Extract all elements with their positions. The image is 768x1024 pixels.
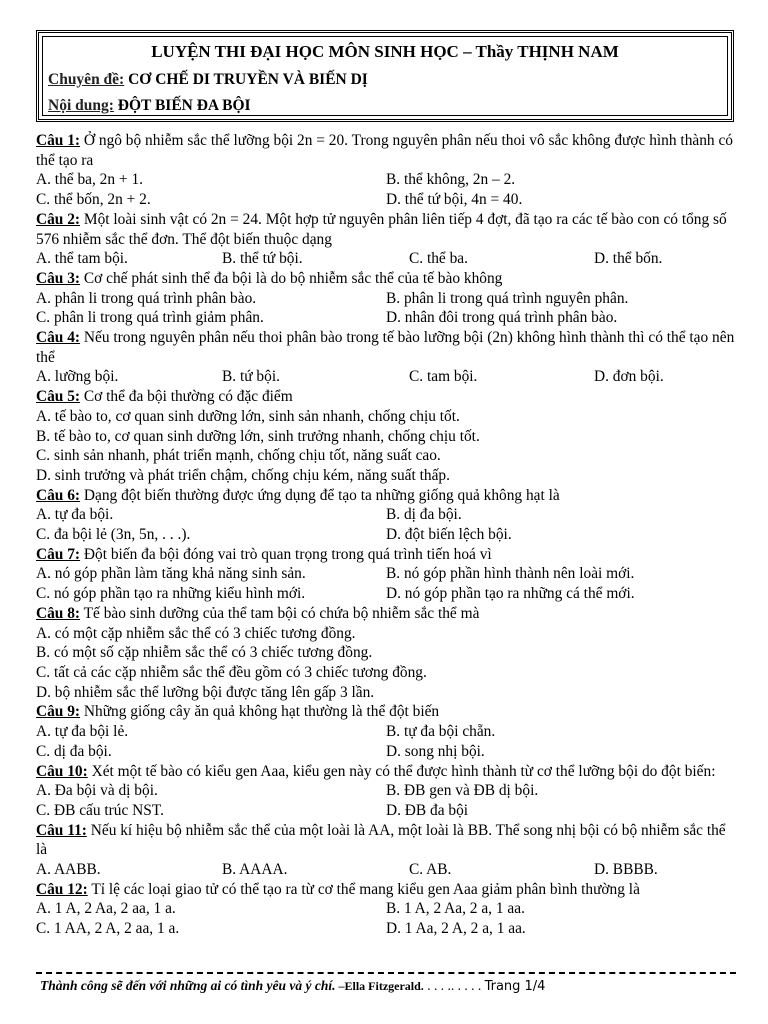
- answer-option: D. thể bốn.: [594, 250, 663, 268]
- answer-options: [36, 781, 736, 820]
- question-stem: [36, 486, 736, 506]
- header-box: [36, 30, 734, 122]
- answer-option: C. tất cả các cặp nhiễm sắc thể đều gồm có 3 chiếc tương đồng.: [36, 663, 427, 681]
- answer-option: B. tự đa bội chẵn.: [386, 723, 496, 741]
- content-label: Nội dung:: [48, 97, 114, 114]
- question-number: Câu 1:: [36, 132, 81, 149]
- answer-option: B. dị đa bội.: [386, 506, 462, 524]
- answer-options: [36, 289, 736, 328]
- answer-option: C. 1 AA, 2 A, 2 aa, 1 a.: [36, 920, 180, 938]
- question-block: [36, 269, 736, 328]
- question-text: Cơ chế phát sinh thể đa bội là do bộ nhiễm sắc thể của tế bào không: [83, 269, 503, 287]
- question-number: Câu 10:: [36, 762, 88, 780]
- question-block: [36, 486, 736, 545]
- question-stem: [36, 545, 736, 565]
- answer-option: C. ĐB cấu trúc NST.: [36, 801, 164, 819]
- page-number: Trang 1/4: [484, 979, 546, 994]
- answer-option: D. BBBB.: [594, 861, 658, 879]
- answer-option: A. có một cặp nhiễm sắc thể có 3 chiếc tương đồng.: [36, 624, 356, 642]
- question-number: Câu 3:: [36, 269, 81, 287]
- question-text: Một loài sinh vật có 2n = 24. Một hợp tử nguyên phân liên tiếp 4 đợt, đã tạo ra các tế bào con có tổng số 576 nhiễm sắc thể đơn. Thể đột biến thuộc dạng: [36, 210, 727, 248]
- answer-option: B. phân li trong quá trình nguyên phân.: [386, 289, 629, 307]
- answer-options: [36, 407, 736, 486]
- footer-quote: Thành công sẽ đến với những ai có tình yêu và ý chí.: [40, 978, 336, 993]
- question-number: Câu 12:: [36, 880, 88, 898]
- question-text: Tỉ lệ các loại giao tử có thể tạo ra từ cơ thể mang kiểu gen Aaa giảm phân bình thường là: [91, 880, 640, 898]
- question-number: Câu 9:: [36, 703, 81, 721]
- question-number: Câu 7:: [36, 545, 81, 563]
- question-stem: [36, 269, 736, 289]
- footer-dots: . . . .. . . . .: [423, 978, 485, 993]
- question-text: Đột biến đa bội đóng vai trò quan trọng trong quá trình tiến hoá vì: [83, 545, 492, 563]
- answer-option: D. 1 Aa, 2 A, 2 a, 1 aa.: [386, 920, 526, 938]
- answer-option: C. dị đa bội.: [36, 742, 112, 760]
- question-stem: [36, 328, 736, 367]
- question-block: [36, 545, 736, 604]
- answer-option: A. AABB.: [36, 861, 101, 879]
- question-number: Câu 4:: [36, 329, 81, 347]
- answer-option: D. sinh trưởng và phát triển chậm, chống chịu kém, năng suất thấp.: [36, 466, 450, 484]
- answer-option: A. tự đa bội lẻ.: [36, 723, 129, 741]
- question-list: [36, 131, 736, 939]
- answer-option: A. tế bào to, cơ quan sinh dưỡng lớn, sinh sản nhanh, chống chịu tốt.: [36, 407, 460, 425]
- answer-option: C. nó góp phần tạo ra những kiểu hình mới.: [36, 585, 306, 603]
- content-line: [48, 97, 251, 115]
- answer-options: [36, 367, 736, 387]
- answer-option: B. thể không, 2n – 2.: [386, 171, 516, 189]
- answer-option: C. phân li trong quá trình giảm phân.: [36, 309, 264, 327]
- question-stem: [36, 702, 736, 722]
- answer-option: A. 1 A, 2 Aa, 2 aa, 1 a.: [36, 900, 176, 918]
- answer-option: C. tam bội.: [409, 368, 478, 386]
- answer-option: A. thể tam bội.: [36, 250, 128, 268]
- answer-option: A. lưỡng bội.: [36, 368, 119, 386]
- footer-divider: [36, 972, 736, 974]
- document-title: LUYỆN THI ĐẠI HỌC MÔN SINH HỌC – Thầy THỊNH NAM: [151, 42, 619, 61]
- question-number: Câu 5:: [36, 388, 81, 406]
- answer-option: B. có một số cặp nhiễm sắc thể có 3 chiếc tương đồng.: [36, 644, 373, 662]
- topic-line: [48, 71, 368, 89]
- answer-option: D. đơn bội.: [594, 368, 664, 386]
- answer-option: A. Đa bội và dị bội.: [36, 782, 158, 800]
- question-text: Xét một tế bào có kiểu gen Aaa, kiểu gen này có thể được hình thành từ cơ thể lưỡng bội do đột biến:: [91, 762, 716, 780]
- question-block: [36, 821, 736, 880]
- answer-option: D. ĐB đa bội: [386, 801, 469, 819]
- answer-option: B. tế bào to, cơ quan sinh dưỡng lớn, sinh trưởng nhanh, chống chịu tốt.: [36, 427, 480, 445]
- question-stem: [36, 131, 736, 170]
- answer-options: [36, 249, 736, 269]
- answer-option: D. thể tứ bội, 4n = 40.: [386, 191, 523, 209]
- question-block: [36, 702, 736, 761]
- question-text: Những giống cây ăn quả không hạt thường là thể đột biến: [83, 703, 440, 721]
- answer-option: C. thể bốn, 2n + 2.: [36, 191, 151, 209]
- question-text: Nếu trong nguyên phân nếu thoi phân bào trong tế bào lưỡng bội (2n) không hình thành thì có thể tạo nên thể: [36, 329, 735, 366]
- question-block: [36, 387, 736, 486]
- answer-option: D. đột biến lệch bội.: [386, 526, 512, 544]
- question-block: [36, 880, 736, 939]
- answer-options: [36, 860, 736, 880]
- answer-options: [36, 505, 736, 544]
- content-value: ĐỘT BIẾN ĐA BỘI: [117, 97, 251, 114]
- question-block: [36, 328, 736, 387]
- answer-option: C. thể ba.: [409, 250, 468, 268]
- topic-label: Chuyên đề:: [48, 71, 125, 88]
- question-text: Cơ thể đa bội thường có đặc điểm: [83, 388, 293, 406]
- question-block: [36, 762, 736, 821]
- answer-option: B. tứ bội.: [222, 368, 280, 386]
- question-number: Câu 6:: [36, 486, 81, 504]
- answer-option: B. AAAA.: [222, 861, 288, 879]
- answer-option: A. thể ba, 2n + 1.: [36, 171, 143, 189]
- answer-option: C. AB.: [409, 861, 452, 879]
- answer-option: B. thể tứ bội.: [222, 250, 303, 268]
- question-number: Câu 11:: [36, 821, 87, 839]
- question-stem: [36, 821, 736, 860]
- topic-value: CƠ CHẾ DI TRUYỀN VÀ BIẾN DỊ: [128, 71, 368, 88]
- answer-option: D. nhân đôi trong quá trình phân bào.: [386, 309, 618, 327]
- answer-options: [36, 899, 736, 938]
- answer-option: D. song nhị bội.: [386, 742, 485, 760]
- answer-option: D. bộ nhiễm sắc thể lưỡng bội được tăng lên gấp 3 lần.: [36, 683, 375, 701]
- page-footer: [40, 978, 740, 994]
- answer-option: D. nó góp phần tạo ra những cá thể mới.: [386, 585, 635, 603]
- question-block: [36, 604, 736, 703]
- answer-option: A. nó góp phần làm tăng khả năng sinh sản.: [36, 565, 306, 583]
- question-stem: [36, 762, 736, 782]
- answer-option: B. nó góp phần hình thành nên loài mới.: [386, 565, 635, 583]
- answer-option: C. sinh sản nhanh, phát triển mạnh, chống chịu tốt, năng suất cao.: [36, 447, 441, 465]
- answer-option: A. tự đa bội.: [36, 506, 114, 524]
- question-block: [36, 131, 736, 210]
- answer-options: [36, 722, 736, 761]
- answer-options: [36, 624, 736, 703]
- question-text: Tế bào sinh dưỡng của thể tam bội có chứa bộ nhiễm sắc thể mà: [83, 604, 480, 622]
- question-number: Câu 8:: [36, 604, 81, 622]
- question-stem: [36, 387, 736, 407]
- answer-option: B. 1 A, 2 Aa, 2 a, 1 aa.: [386, 900, 525, 918]
- question-stem: [36, 210, 736, 249]
- question-text: Nếu kí hiệu bộ nhiễm sắc thể của một loài là AA, một loài là BB. Thể song nhị bội có bộ nhiễm sắc thể là: [36, 821, 726, 859]
- answer-option: A. phân li trong quá trình phân bào.: [36, 289, 257, 307]
- answer-options: [36, 170, 736, 209]
- question-number: Câu 2:: [36, 210, 81, 228]
- document-header-area: [36, 30, 734, 122]
- answer-option: B. ĐB gen và ĐB dị bội.: [386, 782, 539, 800]
- question-block: [36, 210, 736, 269]
- question-text: Ở ngô bộ nhiễm sắc thể lưỡng bội 2n = 20. Trong nguyên phân nếu thoi vô sắc không được hình thành có thể tạo ra: [36, 132, 733, 169]
- footer-author: –Ella Fitzgerald.: [335, 979, 424, 993]
- answer-options: [36, 564, 736, 603]
- question-stem: [36, 604, 736, 624]
- question-text: Dạng đột biến thường được ứng dụng để tạo ta những giống quả không hạt là: [83, 486, 560, 504]
- answer-option: C. đa bội lẻ (3n, 5n, . . .).: [36, 526, 191, 544]
- question-stem: [36, 880, 736, 900]
